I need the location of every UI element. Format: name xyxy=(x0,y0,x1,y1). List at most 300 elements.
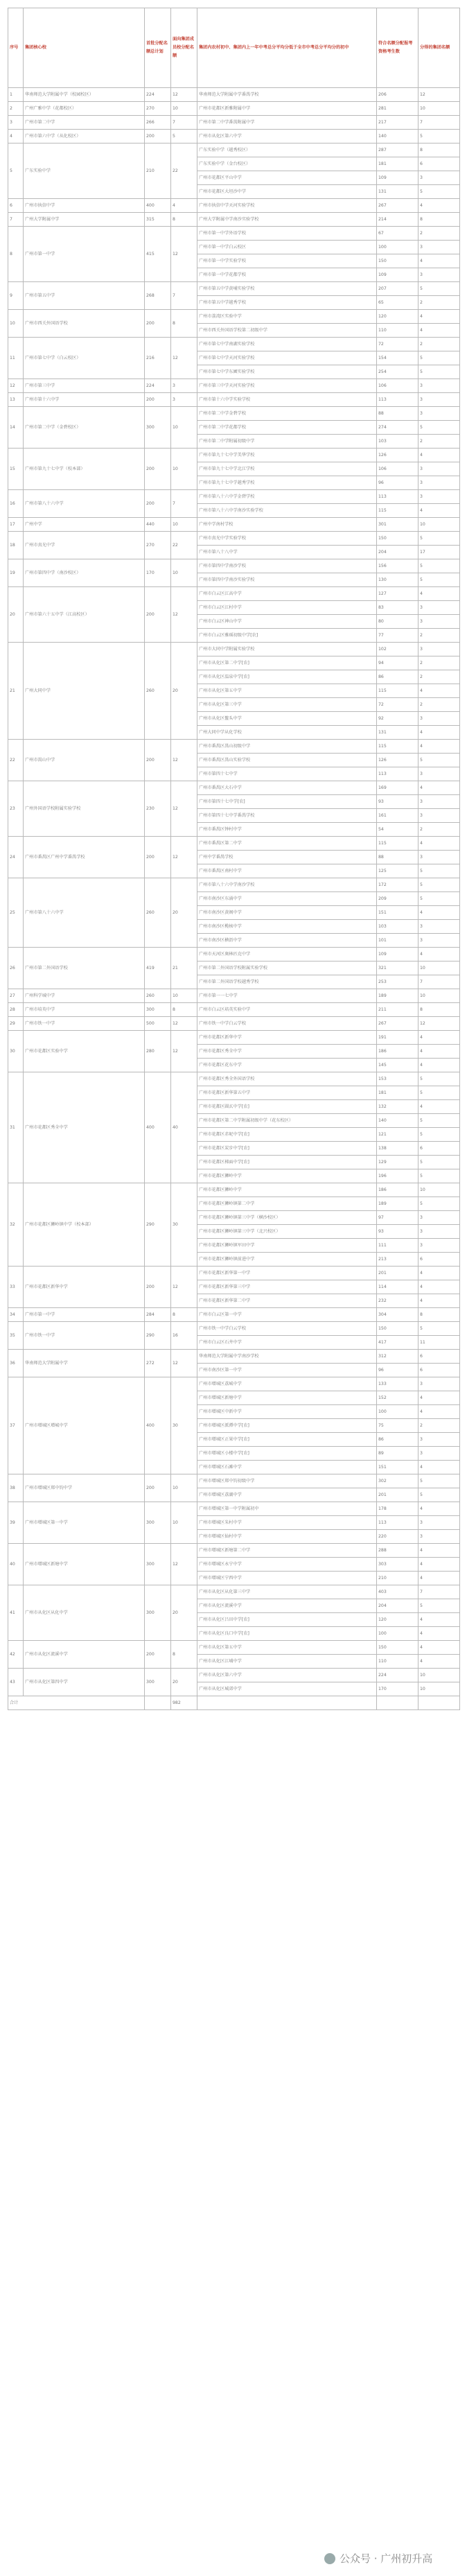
member-quota-cell: 40 xyxy=(171,1072,197,1183)
member-school-cell: 广州市从化区第六中学 xyxy=(197,1669,377,1682)
total-quota-cell: 260 xyxy=(145,878,171,948)
total-quota-cell: 200 xyxy=(145,740,171,781)
allocated-quota-cell: 10 xyxy=(418,989,460,1003)
eligible-count-cell: 114 xyxy=(377,1280,418,1294)
allocated-quota-cell: 4 xyxy=(418,1100,460,1114)
eligible-count-cell: 206 xyxy=(377,88,418,102)
table-row xyxy=(8,1031,460,1045)
allocated-quota-cell: 3 xyxy=(418,462,460,476)
group-number-cell: 22 xyxy=(8,740,24,781)
member-quota-cell: 10 xyxy=(171,989,197,1003)
eligible-count-cell: 161 xyxy=(377,809,418,823)
eligible-count-cell: 156 xyxy=(377,559,418,573)
eligible-count-cell: 150 xyxy=(377,1641,418,1655)
allocated-quota-cell: 6 xyxy=(418,1350,460,1364)
eligible-count-cell: 321 xyxy=(377,961,418,975)
core-school-cell: 广州市第二中学 xyxy=(24,116,145,130)
eligible-count-cell: 67 xyxy=(377,227,418,241)
member-quota-cell: 30 xyxy=(171,1183,197,1267)
allocated-quota-cell: 3 xyxy=(418,407,460,421)
core-school-cell: 广州大学附属中学 xyxy=(24,213,145,227)
allocated-quota-cell: 2 xyxy=(418,670,460,684)
eligible-count-cell: 154 xyxy=(377,351,418,365)
eligible-count-cell: 115 xyxy=(377,504,418,518)
total-quota-cell: 290 xyxy=(145,1322,171,1350)
eligible-count-cell: 111 xyxy=(377,1239,418,1253)
table-row xyxy=(8,559,460,573)
eligible-count-cell: 267 xyxy=(377,199,418,213)
member-school-cell: 广州市白云区第一中学 xyxy=(197,1308,377,1322)
eligible-count-cell: 113 xyxy=(377,767,418,781)
total-quota-cell: 200 xyxy=(145,587,171,643)
core-school-cell: 广州市增城区新塘中学 xyxy=(24,1544,145,1585)
table-body xyxy=(8,88,460,1696)
eligible-count-cell: 181 xyxy=(377,1086,418,1100)
group-number-cell: 8 xyxy=(8,227,24,282)
total-quota-cell: 440 xyxy=(145,518,171,532)
allocated-quota-cell: 3 xyxy=(418,615,460,629)
group-number-cell: 39 xyxy=(8,1502,24,1544)
allocated-quota-cell: 5 xyxy=(418,1599,460,1613)
member-quota-cell: 7 xyxy=(171,490,197,518)
core-school-cell: 广州市禺山中学 xyxy=(24,740,145,781)
member-school-cell: 广州市增城区仙村中学 xyxy=(197,1530,377,1544)
core-school-cell: 广州科学城中学 xyxy=(24,989,145,1003)
table-row xyxy=(8,948,460,961)
eligible-count-cell: 101 xyxy=(377,934,418,948)
member-school-cell: 广州市第二中学花都学校 xyxy=(197,421,377,435)
group-number-cell: 27 xyxy=(8,989,24,1003)
eligible-count-cell: 287 xyxy=(377,143,418,157)
allocated-quota-cell: 4 xyxy=(418,837,460,851)
total-quota-cell: 315 xyxy=(145,213,171,227)
table-row xyxy=(8,227,460,241)
header-cell: 集团内农村初中、集团内上一年中考总分平均分低于全市中考总分平均分的初中 xyxy=(197,8,377,88)
total-quota-cell: 268 xyxy=(145,282,171,310)
header-cell: 分得的集团名额 xyxy=(418,8,460,88)
member-school-cell: 广州市第八十六中学金碧学校 xyxy=(197,490,377,504)
member-school-cell: 广州市花都区狮岭镇第三中学（横沙校区） xyxy=(197,1211,377,1225)
member-school-cell: 广州市番禺区禺山初级中学 xyxy=(197,740,377,754)
total-quota-cell: 300 xyxy=(145,1669,171,1696)
total-quota-cell: 290 xyxy=(145,1183,171,1267)
table-row xyxy=(8,1377,460,1391)
core-school-cell: 广州市第二中学（金碧校区） xyxy=(24,407,145,449)
allocated-quota-cell: 4 xyxy=(418,199,460,213)
eligible-count-cell: 196 xyxy=(377,1169,418,1183)
footer-quota: 982 xyxy=(171,1696,197,1710)
total-quota-cell: 200 xyxy=(145,449,171,490)
eligible-count-cell: 113 xyxy=(377,1516,418,1530)
member-quota-cell: 8 xyxy=(171,1641,197,1669)
table-row xyxy=(8,102,460,116)
total-quota-cell: 280 xyxy=(145,1031,171,1072)
allocated-quota-cell: 8 xyxy=(418,213,460,227)
table-row xyxy=(8,878,460,892)
member-quota-cell: 12 xyxy=(171,88,197,102)
table-header-row xyxy=(8,8,460,88)
member-school-cell: 广州市白云区江村中学 xyxy=(197,601,377,615)
eligible-count-cell: 170 xyxy=(377,1682,418,1696)
eligible-count-cell: 86 xyxy=(377,1433,418,1447)
table-row xyxy=(8,379,460,393)
member-school-cell: 广州市从化区第六中学 xyxy=(197,130,377,143)
allocated-quota-cell: 2 xyxy=(418,1419,460,1433)
allocated-quota-cell: 11 xyxy=(418,1336,460,1350)
group-number-cell: 20 xyxy=(8,587,24,643)
allocated-quota-cell: 3 xyxy=(418,490,460,504)
wechat-icon xyxy=(324,2553,335,2564)
member-quota-cell: 20 xyxy=(171,1669,197,1696)
member-school-cell: 广州市从化区第五中学 xyxy=(197,1641,377,1655)
allocated-quota-cell: 4 xyxy=(418,906,460,920)
member-school-cell: 广州市从化区城郊中学 xyxy=(197,1682,377,1696)
allocated-quota-cell: 4 xyxy=(418,449,460,462)
table-row xyxy=(8,1017,460,1031)
core-school-cell: 广州市增城区第一中学 xyxy=(24,1502,145,1544)
total-quota-cell: 230 xyxy=(145,781,171,837)
group-number-cell: 5 xyxy=(8,143,24,199)
allocated-quota-cell: 4 xyxy=(418,1294,460,1308)
allocated-quota-cell: 4 xyxy=(418,1502,460,1516)
total-quota-cell: 216 xyxy=(145,338,171,379)
member-school-cell: 广州市花都区新华第二中学 xyxy=(197,1294,377,1308)
member-school-cell: 广州市第一中学花都学校 xyxy=(197,268,377,282)
member-school-cell: 广州市天河区奥林匹克中学 xyxy=(197,948,377,961)
eligible-count-cell: 224 xyxy=(377,1669,418,1682)
eligible-count-cell: 80 xyxy=(377,615,418,629)
eligible-count-cell: 120 xyxy=(377,310,418,324)
allocated-quota-cell: 4 xyxy=(418,254,460,268)
member-school-cell: 广州市番禺区大石中学 xyxy=(197,781,377,795)
group-number-cell: 15 xyxy=(8,449,24,490)
member-school-cell: 广州市西关外国语学校第二初级中学 xyxy=(197,324,377,338)
table-row xyxy=(8,490,460,504)
member-school-cell: 广州市南沙区第一中学 xyxy=(197,1364,377,1377)
eligible-count-cell: 253 xyxy=(377,975,418,989)
total-quota-cell: 260 xyxy=(145,643,171,740)
member-school-cell: 广州市第五中学越秀学校 xyxy=(197,296,377,310)
allocated-quota-cell: 3 xyxy=(418,934,460,948)
allocated-quota-cell: 2 xyxy=(418,296,460,310)
group-number-cell: 35 xyxy=(8,1322,24,1350)
table-row xyxy=(8,199,460,213)
allocated-quota-cell: 3 xyxy=(418,1377,460,1391)
core-school-cell: 广州市花都区狮岭镇中学（校本部） xyxy=(24,1183,145,1267)
core-school-cell: 广州市番禺区广州中学番禺学校 xyxy=(24,837,145,878)
table-row xyxy=(8,143,460,157)
member-school-cell: 广州市第一中学实验学校 xyxy=(197,254,377,268)
table-row xyxy=(8,1585,460,1599)
core-school-cell: 广州市花都区秀全中学 xyxy=(24,1072,145,1183)
eligible-count-cell: 151 xyxy=(377,906,418,920)
allocated-quota-cell: 4 xyxy=(418,1655,460,1669)
allocated-quota-cell: 4 xyxy=(418,324,460,338)
allocated-quota-cell: 4 xyxy=(418,1613,460,1627)
eligible-count-cell: 152 xyxy=(377,1391,418,1405)
total-quota-cell: 500 xyxy=(145,1017,171,1031)
total-quota-cell: 260 xyxy=(145,989,171,1003)
member-school-cell: 广州市执信中学天河实验学校 xyxy=(197,199,377,213)
total-quota-cell: 400 xyxy=(145,199,171,213)
member-school-cell: 广州市增城区新塘中学 xyxy=(197,1391,377,1405)
total-quota-cell: 270 xyxy=(145,532,171,559)
eligible-count-cell: 75 xyxy=(377,1419,418,1433)
total-quota-cell: 272 xyxy=(145,1350,171,1377)
core-school-cell: 广东实验中学 xyxy=(24,143,145,199)
core-school-cell: 广州外国语学校附属实验学校 xyxy=(24,781,145,837)
allocated-quota-cell: 4 xyxy=(418,1544,460,1558)
footer-empty-cell xyxy=(418,1696,460,1710)
eligible-count-cell: 72 xyxy=(377,338,418,351)
member-school-cell: 广州市增城区新塘第二中学 xyxy=(197,1544,377,1558)
member-school-cell: 广州市从化区从化第三中学 xyxy=(197,1585,377,1599)
group-number-cell: 24 xyxy=(8,837,24,878)
allocated-quota-cell: 2 xyxy=(418,338,460,351)
group-number-cell: 34 xyxy=(8,1308,24,1322)
eligible-count-cell: 209 xyxy=(377,892,418,906)
allocated-quota-cell: 4 xyxy=(418,740,460,754)
allocated-quota-cell: 4 xyxy=(418,310,460,324)
allocated-quota-cell: 5 xyxy=(418,1086,460,1100)
member-school-cell: 广州市花都区秀全外国语学校 xyxy=(197,1072,377,1086)
allocated-quota-cell: 3 xyxy=(418,1530,460,1544)
core-school-cell: 广州市真光中学 xyxy=(24,532,145,559)
table-row xyxy=(8,130,460,143)
eligible-count-cell: 109 xyxy=(377,948,418,961)
watermark xyxy=(324,2551,432,2566)
member-school-cell: 广州中学南村学校 xyxy=(197,518,377,532)
core-school-cell: 广州市第十六中学 xyxy=(24,393,145,407)
total-quota-cell: 300 xyxy=(145,1544,171,1585)
allocated-quota-cell: 5 xyxy=(418,1169,460,1183)
allocated-quota-cell: 8 xyxy=(418,1308,460,1322)
eligible-count-cell: 125 xyxy=(377,864,418,878)
eligible-count-cell: 110 xyxy=(377,324,418,338)
member-quota-cell: 8 xyxy=(171,213,197,227)
member-school-cell: 广州市第七中学东圃实验学校 xyxy=(197,365,377,379)
allocated-quota-cell: 2 xyxy=(418,227,460,241)
member-school-cell: 广州市增城区荔湖中学 xyxy=(197,1488,377,1502)
member-quota-cell: 12 xyxy=(171,338,197,379)
group-number-cell: 2 xyxy=(8,102,24,116)
eligible-count-cell: 96 xyxy=(377,1364,418,1377)
member-school-cell: 广州市花都区新华第五中学 xyxy=(197,1086,377,1100)
allocated-quota-cell: 3 xyxy=(418,393,460,407)
eligible-count-cell: 220 xyxy=(377,1530,418,1544)
group-number-cell: 41 xyxy=(8,1585,24,1641)
eligible-count-cell: 83 xyxy=(377,601,418,615)
core-school-cell: 广州市铁一中学 xyxy=(24,1017,145,1031)
member-school-cell: 广州市花都区狮岭镇前进中学 xyxy=(197,1253,377,1267)
allocated-quota-cell: 7 xyxy=(418,1585,460,1599)
allocated-quota-cell: 3 xyxy=(418,1225,460,1239)
eligible-count-cell: 201 xyxy=(377,1267,418,1280)
eligible-count-cell: 254 xyxy=(377,365,418,379)
member-school-cell: 广州市第九十七中学美华学校 xyxy=(197,449,377,462)
allocated-quota-cell: 3 xyxy=(418,712,460,726)
core-school-cell: 广州市从化区第四中学 xyxy=(24,1669,145,1696)
member-school-cell: 广州市第四十七中学[农] xyxy=(197,795,377,809)
member-quota-cell: 5 xyxy=(171,130,197,143)
eligible-count-cell: 115 xyxy=(377,740,418,754)
core-school-cell: 广州市第三中学 xyxy=(24,379,145,393)
eligible-count-cell: 131 xyxy=(377,726,418,740)
eligible-count-cell: 312 xyxy=(377,1350,418,1364)
member-school-cell: 广州市南沙区横沥中学 xyxy=(197,934,377,948)
table-row xyxy=(8,740,460,754)
eligible-count-cell: 304 xyxy=(377,1308,418,1322)
eligible-count-cell: 106 xyxy=(377,379,418,393)
table-row xyxy=(8,449,460,462)
allocated-quota-cell: 3 xyxy=(418,601,460,615)
member-school-cell: 广州市花都区花东中学 xyxy=(197,1059,377,1072)
member-school-cell: 广州市第二中学番禺附属中学 xyxy=(197,116,377,130)
member-school-cell: 广州市增城区派潭中学[农] xyxy=(197,1419,377,1433)
member-quota-cell: 12 xyxy=(171,1267,197,1308)
group-number-cell: 42 xyxy=(8,1641,24,1669)
member-school-cell: 广州市番禺区禺山实验学校 xyxy=(197,754,377,767)
core-school-cell: 广州广雅中学（花都校区） xyxy=(24,102,145,116)
allocated-quota-cell: 8 xyxy=(418,143,460,157)
total-quota-cell: 284 xyxy=(145,1308,171,1322)
eligible-count-cell: 129 xyxy=(377,1156,418,1169)
allocated-quota-cell: 5 xyxy=(418,1474,460,1488)
member-school-cell: 广州市第十六中学实验学校 xyxy=(197,393,377,407)
allocated-quota-cell: 6 xyxy=(418,1142,460,1156)
member-school-cell: 广州市从化区江埔中学 xyxy=(197,1655,377,1669)
allocated-quota-cell: 5 xyxy=(418,130,460,143)
allocated-quota-cell: 5 xyxy=(418,559,460,573)
eligible-count-cell: 145 xyxy=(377,1059,418,1072)
core-school-cell: 广州市从化区从化中学 xyxy=(24,1585,145,1641)
group-number-cell: 36 xyxy=(8,1350,24,1377)
group-number-cell: 26 xyxy=(8,948,24,989)
member-school-cell: 广州市第八十六中学南沙实验学校 xyxy=(197,504,377,518)
eligible-count-cell: 150 xyxy=(377,1322,418,1336)
group-number-cell: 4 xyxy=(8,130,24,143)
member-school-cell: 广州市第七中学天河实验学校 xyxy=(197,351,377,365)
table-row xyxy=(8,1502,460,1516)
allocated-quota-cell: 12 xyxy=(418,1017,460,1031)
allocated-quota-cell: 5 xyxy=(418,185,460,199)
allocated-quota-cell: 3 xyxy=(418,171,460,185)
total-quota-cell: 419 xyxy=(145,948,171,989)
member-school-cell: 广州市大同中学附属实验学校 xyxy=(197,643,377,656)
allocated-quota-cell: 10 xyxy=(418,102,460,116)
member-school-cell: 广州市第九十七中学越秀学校 xyxy=(197,476,377,490)
eligible-count-cell: 106 xyxy=(377,462,418,476)
allocated-quota-cell: 4 xyxy=(418,1405,460,1419)
eligible-count-cell: 189 xyxy=(377,989,418,1003)
allocated-quota-cell: 5 xyxy=(418,864,460,878)
table-row xyxy=(8,781,460,795)
member-school-cell: 广州市增城区朱村中学 xyxy=(197,1516,377,1530)
allocated-quota-cell: 4 xyxy=(418,1267,460,1280)
table-row xyxy=(8,587,460,601)
table-row xyxy=(8,1322,460,1336)
member-school-cell: 广州市荔湾区实验中学 xyxy=(197,310,377,324)
eligible-count-cell: 186 xyxy=(377,1045,418,1059)
eligible-count-cell: 217 xyxy=(377,116,418,130)
eligible-count-cell: 232 xyxy=(377,1294,418,1308)
member-quota-cell: 16 xyxy=(171,1322,197,1350)
member-school-cell: 广州市第四十七中学番禺学校 xyxy=(197,809,377,823)
member-school-cell: 广州市花都区炭步中学[农] xyxy=(197,1142,377,1156)
core-school-cell: 广州市增城区增城中学 xyxy=(24,1377,145,1474)
table-row xyxy=(8,1003,460,1017)
member-school-cell: 广州市花都区平山中学 xyxy=(197,171,377,185)
allocated-quota-cell: 4 xyxy=(418,1045,460,1059)
core-school-cell: 广州市第六十五中学（江高校区） xyxy=(24,587,145,643)
allocated-quota-cell: 7 xyxy=(418,975,460,989)
member-school-cell: 广州市花都区新雅附属中学 xyxy=(197,102,377,116)
eligible-count-cell: 191 xyxy=(377,1031,418,1045)
allocated-quota-cell: 2 xyxy=(418,629,460,643)
core-school-cell: 广州市第九十七中学（校本部） xyxy=(24,449,145,490)
member-quota-cell: 8 xyxy=(171,1308,197,1322)
eligible-count-cell: 130 xyxy=(377,573,418,587)
eligible-count-cell: 417 xyxy=(377,1336,418,1350)
member-school-cell: 广州市番禺区第二中学 xyxy=(197,837,377,851)
member-quota-cell: 12 xyxy=(171,781,197,837)
eligible-count-cell: 201 xyxy=(377,1488,418,1502)
allocated-quota-cell: 5 xyxy=(418,351,460,365)
eligible-count-cell: 97 xyxy=(377,1211,418,1225)
allocated-quota-cell: 5 xyxy=(418,1197,460,1211)
eligible-count-cell: 281 xyxy=(377,102,418,116)
member-quota-cell: 7 xyxy=(171,282,197,310)
member-school-cell: 广州市第四中学南沙学校 xyxy=(197,559,377,573)
member-school-cell: 广州市番禺区南村中学 xyxy=(197,864,377,878)
member-quota-cell: 12 xyxy=(171,1350,197,1377)
allocated-quota-cell: 2 xyxy=(418,698,460,712)
total-quota-cell: 224 xyxy=(145,379,171,393)
table-row xyxy=(8,1072,460,1086)
member-school-cell: 广州市真光中学实验学校 xyxy=(197,532,377,546)
allocated-quota-cell: 10 xyxy=(418,1669,460,1682)
member-school-cell: 广州市铁一中学白云学校 xyxy=(197,1322,377,1336)
member-school-cell: 广州市花都区新华中学 xyxy=(197,1031,377,1045)
core-school-cell: 广州市培英中学 xyxy=(24,1003,145,1017)
member-school-cell: 广州市花都区新华第三中学 xyxy=(197,1280,377,1294)
allocated-quota-cell: 3 xyxy=(418,1447,460,1461)
allocated-quota-cell: 5 xyxy=(418,1128,460,1142)
member-school-cell: 广州市花都区狮岭镇第三中学（北兴校区） xyxy=(197,1225,377,1239)
core-school-cell: 广州市花都区新华中学 xyxy=(24,1267,145,1308)
total-quota-cell: 415 xyxy=(145,227,171,282)
allocated-quota-cell: 5 xyxy=(418,1322,460,1336)
member-school-cell: 广州市从化区第五中学 xyxy=(197,684,377,698)
allocated-quota-cell: 5 xyxy=(418,1114,460,1128)
allocated-quota-cell: 5 xyxy=(418,1156,460,1169)
member-school-cell: 广州市第九十七中学北江学校 xyxy=(197,462,377,476)
allocated-quota-cell: 2 xyxy=(418,823,460,837)
header-cell: 序号 xyxy=(8,8,24,88)
member-school-cell: 广东实验中学（金台校区） xyxy=(197,157,377,171)
group-number-cell: 40 xyxy=(8,1544,24,1585)
group-number-cell: 7 xyxy=(8,213,24,227)
member-quota-cell: 3 xyxy=(171,379,197,393)
member-quota-cell: 20 xyxy=(171,878,197,948)
core-school-cell: 广州市第一中学 xyxy=(24,1308,145,1322)
allocated-quota-cell: 3 xyxy=(418,767,460,781)
table-row xyxy=(8,282,460,296)
allocated-quota-cell: 3 xyxy=(418,1433,460,1447)
allocated-quota-cell: 3 xyxy=(418,920,460,934)
eligible-count-cell: 301 xyxy=(377,518,418,532)
member-school-cell: 广州市第四中学南沙实验学校 xyxy=(197,573,377,587)
